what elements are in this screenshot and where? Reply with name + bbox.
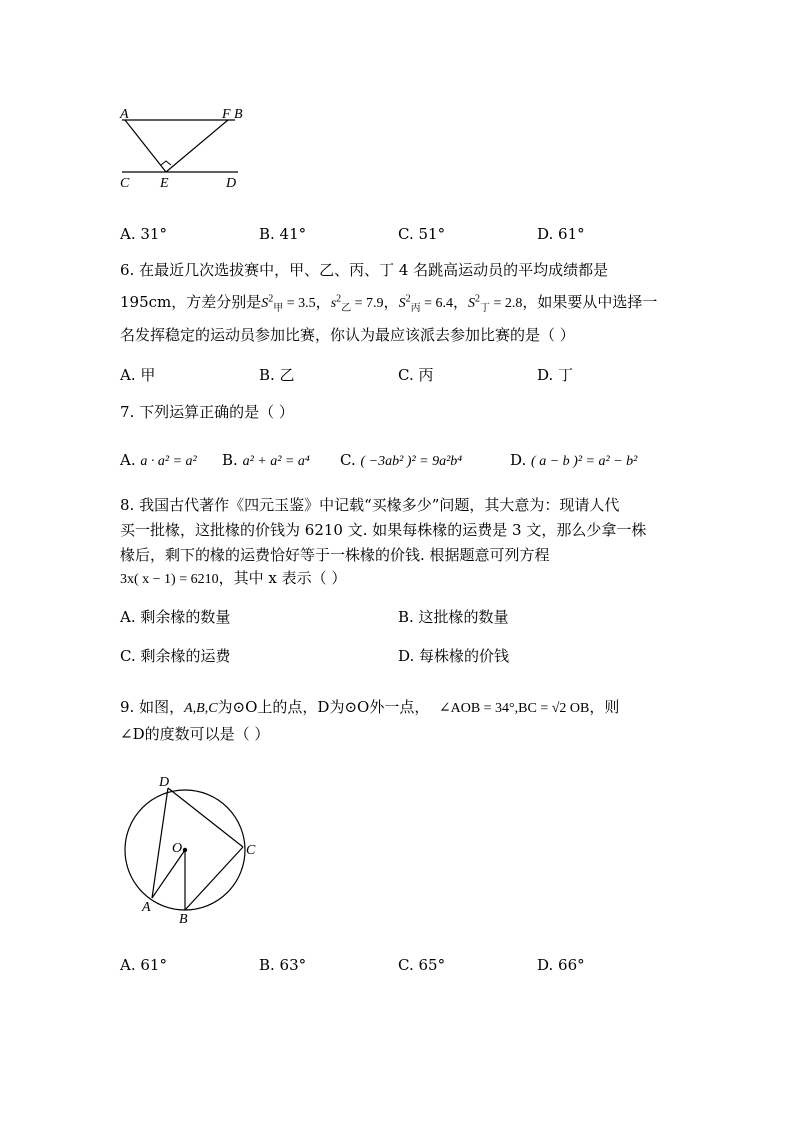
label-a: A xyxy=(142,900,151,915)
q9-option-d[interactable]: D. 66° xyxy=(537,956,585,974)
q5-option-a[interactable]: A. 31° xyxy=(120,225,167,243)
q8-suffix: ，其中 x 表示（ ） xyxy=(218,569,347,587)
right-angle-mark xyxy=(161,161,171,165)
q6-option-a[interactable]: A. 甲 xyxy=(120,366,156,384)
q7-option-a-label: A. xyxy=(120,451,136,469)
segment-da xyxy=(152,788,168,898)
q6-option-d[interactable]: D. 丁 xyxy=(537,366,574,384)
segment-oa xyxy=(152,850,185,898)
q8-option-a[interactable]: A. 剩余椽的数量 xyxy=(120,608,231,626)
label-a: A xyxy=(120,107,129,122)
q9-option-c[interactable]: C. 65° xyxy=(398,956,446,974)
q9-option-a[interactable]: A. 61° xyxy=(120,956,167,974)
q6-line2: 195cm，方差分别是$S^2_甲 = 3.5$，$s^2_乙 = 7.9$，$S^2_丙 = 6.4$，$S^2_丁 = 2.8$，如果要从中选择一 xyxy=(120,293,658,314)
variance-bing: 6.4 xyxy=(435,296,453,311)
q8-option-c[interactable]: C. 剩余椽的运费 xyxy=(120,647,231,665)
label-b: B xyxy=(179,912,188,927)
q6-suffix: ，如果要从中选择一 xyxy=(522,293,658,311)
q7-option-d-label: D. xyxy=(510,451,527,469)
label-fb: F B xyxy=(222,107,243,122)
sub-bing: 丙 xyxy=(410,302,421,314)
q6-option-b[interactable]: B. 乙 xyxy=(259,366,295,384)
figure-circle xyxy=(115,770,275,930)
segment-ae xyxy=(125,120,166,172)
label-c: C xyxy=(246,843,256,858)
q7-option-c[interactable] xyxy=(340,450,462,472)
label-c: C xyxy=(120,176,130,191)
sub-jia: 甲 xyxy=(273,302,284,314)
q9-line1 xyxy=(120,697,619,719)
q7-option-a-expr: a · a² = a² xyxy=(140,454,197,469)
q5-option-b[interactable]: B. 41° xyxy=(259,225,307,243)
sub-ding: 丁 xyxy=(479,302,490,314)
label-d: D xyxy=(159,775,170,790)
q7-option-c-label: C. xyxy=(340,451,356,469)
q9-points: A,B,C xyxy=(184,701,218,716)
q7-option-b-expr: a² + a² = a⁴ xyxy=(242,454,310,469)
q7-option-c-expr: ( −3ab² )² = 9a²b⁴ xyxy=(360,454,463,469)
variance-jia: 3.5 xyxy=(298,296,316,311)
q8-line1: 8. 我国古代著作《四元玉鉴》中记载“买椽多少”问题，其大意为：现请人代 xyxy=(120,496,620,514)
q7-option-d[interactable] xyxy=(510,450,637,472)
segment-bc xyxy=(185,847,243,910)
q8-equation: 3x( x − 1) = 6210 xyxy=(120,572,219,587)
label-e: E xyxy=(160,176,169,191)
q8-option-d[interactable]: D. 每株椽的价钱 xyxy=(398,647,510,665)
q9-line1-e: ，则 xyxy=(589,698,620,716)
sub-yi: 乙 xyxy=(341,302,352,314)
q5-option-d[interactable]: D. 61° xyxy=(537,225,585,243)
q7-option-d-expr: ( a − b )² = a² − b² xyxy=(531,454,638,469)
q7-option-b-label: B. xyxy=(222,451,238,469)
label-o: O xyxy=(172,841,183,856)
q9-line1-c: D为⊙O外一点， xyxy=(317,698,430,716)
q8-line3: 椽后，剩下的椽的运费恰好等于一株椽的价钱. 根据题意可列方程 xyxy=(120,546,550,564)
q8-line2: 买一批椽，这批椽的价钱为 6210 文. 如果每株椽的运费是 3 文，那么少拿一株 xyxy=(120,521,647,539)
q9-condition: ∠AOB = 34°,BC = √2 OB xyxy=(438,701,590,716)
q7-stem: 7. 下列运算正确的是（ ） xyxy=(120,403,294,421)
q6-prefix: 195cm，方差分别是 xyxy=(120,293,262,311)
variance-ding: 2.8 xyxy=(504,296,523,311)
label-d: D xyxy=(226,176,237,191)
q5-option-c[interactable]: C. 51° xyxy=(398,225,446,243)
segment-ef xyxy=(166,120,228,172)
q8-line4 xyxy=(120,568,346,590)
variance-yi: 7.9 xyxy=(366,296,384,311)
segment-dc xyxy=(168,788,243,847)
q7-option-a[interactable] xyxy=(120,450,197,472)
q6-option-c[interactable]: C. 丙 xyxy=(398,366,434,384)
q6-line1: 6. 在最近几次选拔赛中，甲、乙、丙、丁 4 名跳高运动员的平均成绩都是 xyxy=(120,261,609,279)
q9-line2: ∠D的度数可以是（ ） xyxy=(120,725,270,743)
q9-line1-b: 为⊙O上的点， xyxy=(217,698,318,716)
figure-parallel-lines xyxy=(110,100,260,195)
q7-option-b[interactable] xyxy=(222,450,310,472)
q6-line3: 名发挥稳定的运动员参加比赛，你认为最应该派去参加比赛的是（ ） xyxy=(120,326,575,344)
q9-option-b[interactable]: B. 63° xyxy=(259,956,307,974)
center-point xyxy=(183,848,187,852)
q8-option-b[interactable]: B. 这批椽的数量 xyxy=(398,608,509,626)
q9-line1-a: 9. 如图， xyxy=(120,698,185,716)
